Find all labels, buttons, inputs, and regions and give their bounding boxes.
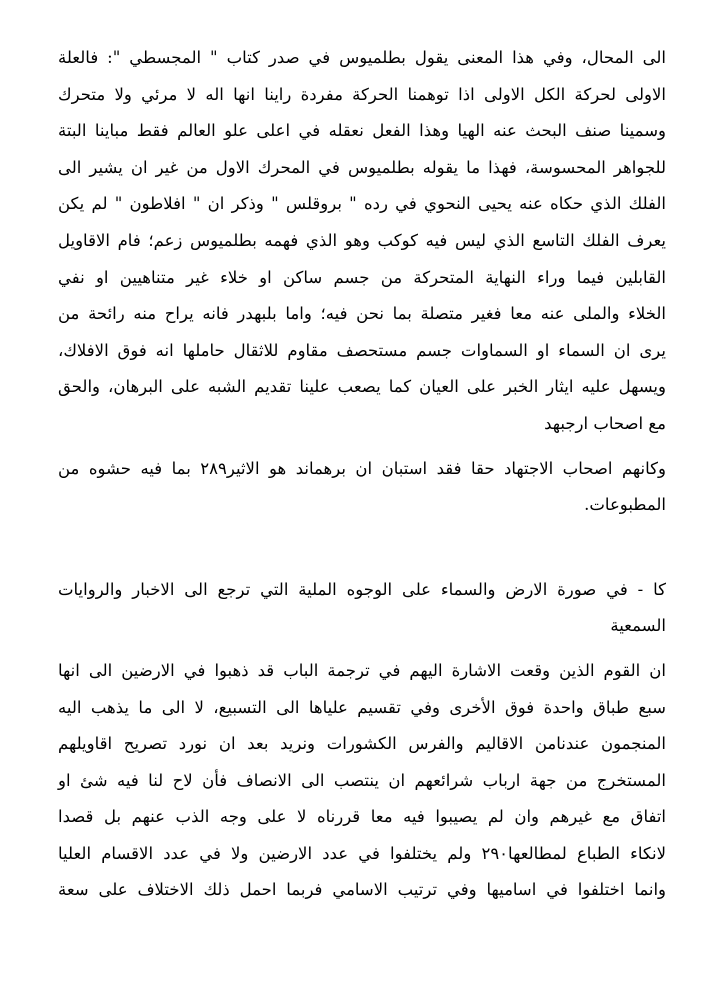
text-line: وانما اختلفوا في اساميها وفي ترتيب الاسامي فربما احمل ذلك الاختلاف على سعة	[58, 880, 666, 900]
heading-line: كا - في صورة الارض والسماء على الوجوه الملية التي ترجع الى الاخبار والروايات	[58, 579, 666, 599]
text-line: الى المحال، وفي هذا المعنى يقول بطلميوس في صدر كتاب " المجسطي ": فالعلة	[58, 48, 666, 67]
text-line: وسمينا صنف البحث عنه الهيا وهذا الفعل نعقله في اعلى علو العالم فقط مباينا البتة	[58, 121, 666, 141]
text-line: القابلين فيما وراء النهاية المتحركة من جسم ساكن او خلاء غير متناهيين او نفي	[58, 267, 666, 287]
text-line: ويسهل عليه ايثار الخبر على العيان كما يصعب علينا تقديم الشبه على البرهان، والحق	[58, 377, 666, 397]
paragraph-ptolemy	[58, 40, 666, 443]
text-line: ان القوم الذين وقعت الاشارة اليهم في ترجمة الباب قد ذهبوا في الارضين الى انها	[58, 660, 666, 680]
section-heading	[58, 572, 666, 645]
text-line: للجواهر المحسوسة، فهذا ما يقوله بطلميوس في المحرك الاول من غير ان يشير الى	[58, 157, 666, 177]
text-line: لانكاء الطباع لمطالعها٢٩٠ ولم يختلفوا في عدد الارضين ولا في عدد الاقسام العليا	[58, 843, 667, 863]
text-line: المطبوعات.	[584, 495, 666, 515]
paragraph-brahmanda	[58, 451, 666, 524]
text-line: مع اصحاب ارجبهد	[544, 413, 666, 433]
heading-line: السمعية	[610, 616, 666, 636]
text-line: المستخرج من جهة ارباب شرائعهم ان ينتصب الى الانصاف فأن لاح لنا فيه شئ او	[58, 770, 666, 790]
paragraph-seven-earths	[58, 653, 666, 909]
text-line: المنجمون عندنامن الاقاليم والفرس الكشورات ونريد بعد ان نورد تصريح اقاويلهم	[58, 734, 666, 754]
text-line: سبع طباق واحدة فوق الأخرى وفي تقسيم علياها الى التسبيع، لا الى ما يذهب اليه	[58, 697, 666, 717]
text-line: يعرف الفلك التاسع الذي ليس فيه كوكب وهو الذي فهمه بطلميوس زعم؛ فام الاقاويل	[58, 230, 666, 250]
text-line: يرى ان السماء او السماوات جسم مستحصف مقاوم للاثقال حاملها انه فوق الافلاك،	[58, 340, 666, 360]
text-line: الفلك الذي حكاه عنه يحيى النحوي في رده " بروقلس " وذكر ان " افلاطون " لم يكن	[58, 194, 666, 214]
text-line: وكانهم اصحاب الاجتهاد حقا فقد استبان ان برهماند هو الاثير٢٨٩ بما فيه حشوه من	[58, 458, 666, 478]
text-line: اتفاق مع غيرهم وان لم يصيبوا فيه معا قررناه لا على وجه الذب عنهم بل قصدا	[58, 807, 666, 827]
text-line: الاولى لحركة الكل الاولى اذا توهمنا الحركة مفردة راينا انها اله لا مرئي ولا متحرك	[58, 84, 666, 104]
text-line: الخلاء والملى عنه معا فغير متصلة بما نحن فيه؛ واما بلبهدر فانه يراح منه رائحة من	[58, 304, 666, 324]
